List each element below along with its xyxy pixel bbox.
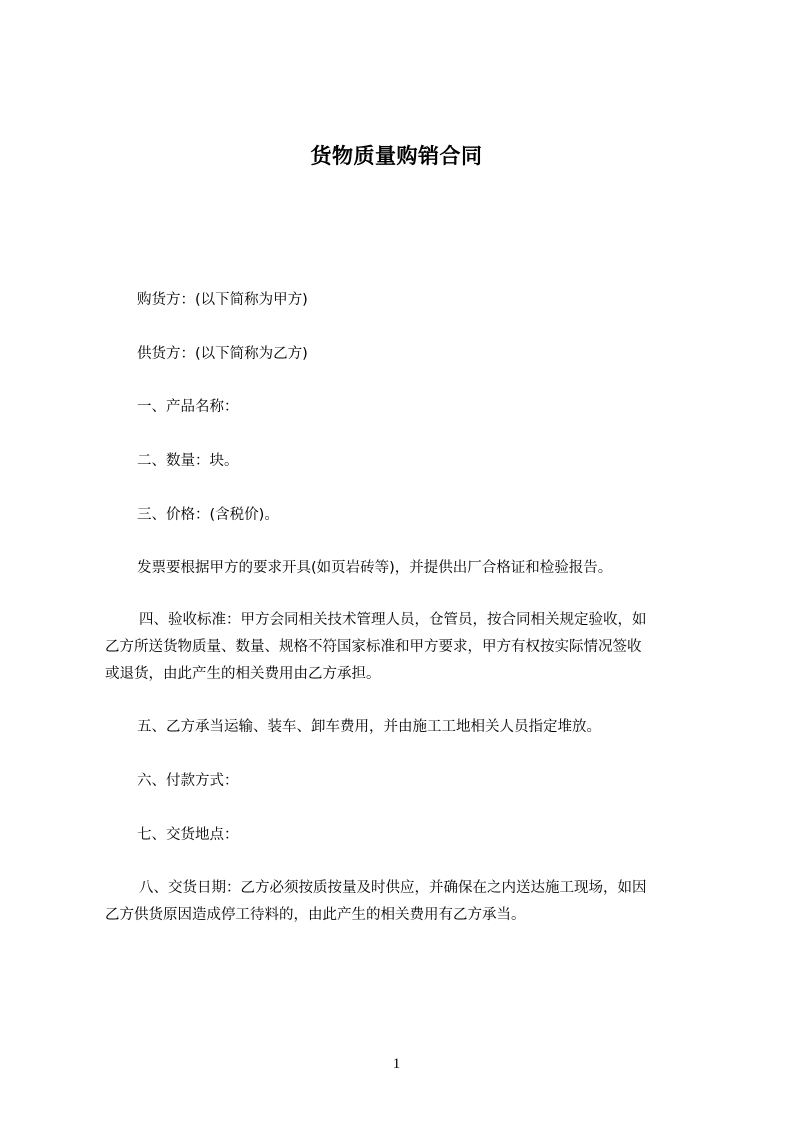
clause-acceptance-standard [105, 607, 701, 688]
clause-delivery-date-line: 乙方供货原因造成停工待料的，由此产生的相关费用有乙方承当。 [105, 907, 526, 923]
clause-price: 三、价格：(含税价)。 [137, 507, 279, 523]
clause-payment: 六、付款方式： [137, 773, 239, 789]
clause-quantity: 二、数量：块。 [137, 453, 239, 469]
clause-acceptance-line: 四、验收标准：甲方会同相关技术管理人员，仓管员，按合同相关规定验收，如 [139, 612, 647, 628]
clause-acceptance-line: 或退货，由此产生的相关费用由乙方承担。 [105, 666, 381, 682]
document-title: 货物质量购销合同 [310, 144, 483, 168]
clause-delivery-location: 七、交货地点： [137, 827, 239, 843]
clause-product-name: 一、产品名称： [137, 399, 239, 415]
clause-transport: 五、乙方承当运输、装车、卸车费用，并由施工工地相关人员指定堆放。 [137, 719, 601, 735]
page-number: 1 [392, 1056, 401, 1072]
seller-line: 供货方：(以下简称为乙方) [137, 346, 308, 362]
buyer-line: 购货方：(以下简称为甲方) [137, 292, 308, 308]
clause-delivery-date-line: 八、交货日期：乙方必须按质按量及时供应，并确保在之内送达施工现场，如因 [139, 880, 647, 896]
clause-delivery-date [105, 875, 701, 929]
invoice-requirement: 发票要根据甲方的要求开具(如页岩砖等)，并提供出厂合格证和检验报告。 [137, 560, 613, 576]
clause-acceptance-line: 乙方所送货物质量、数量、规格不符国家标准和甲方要求，甲方有权按实际情况签收 [105, 639, 642, 655]
